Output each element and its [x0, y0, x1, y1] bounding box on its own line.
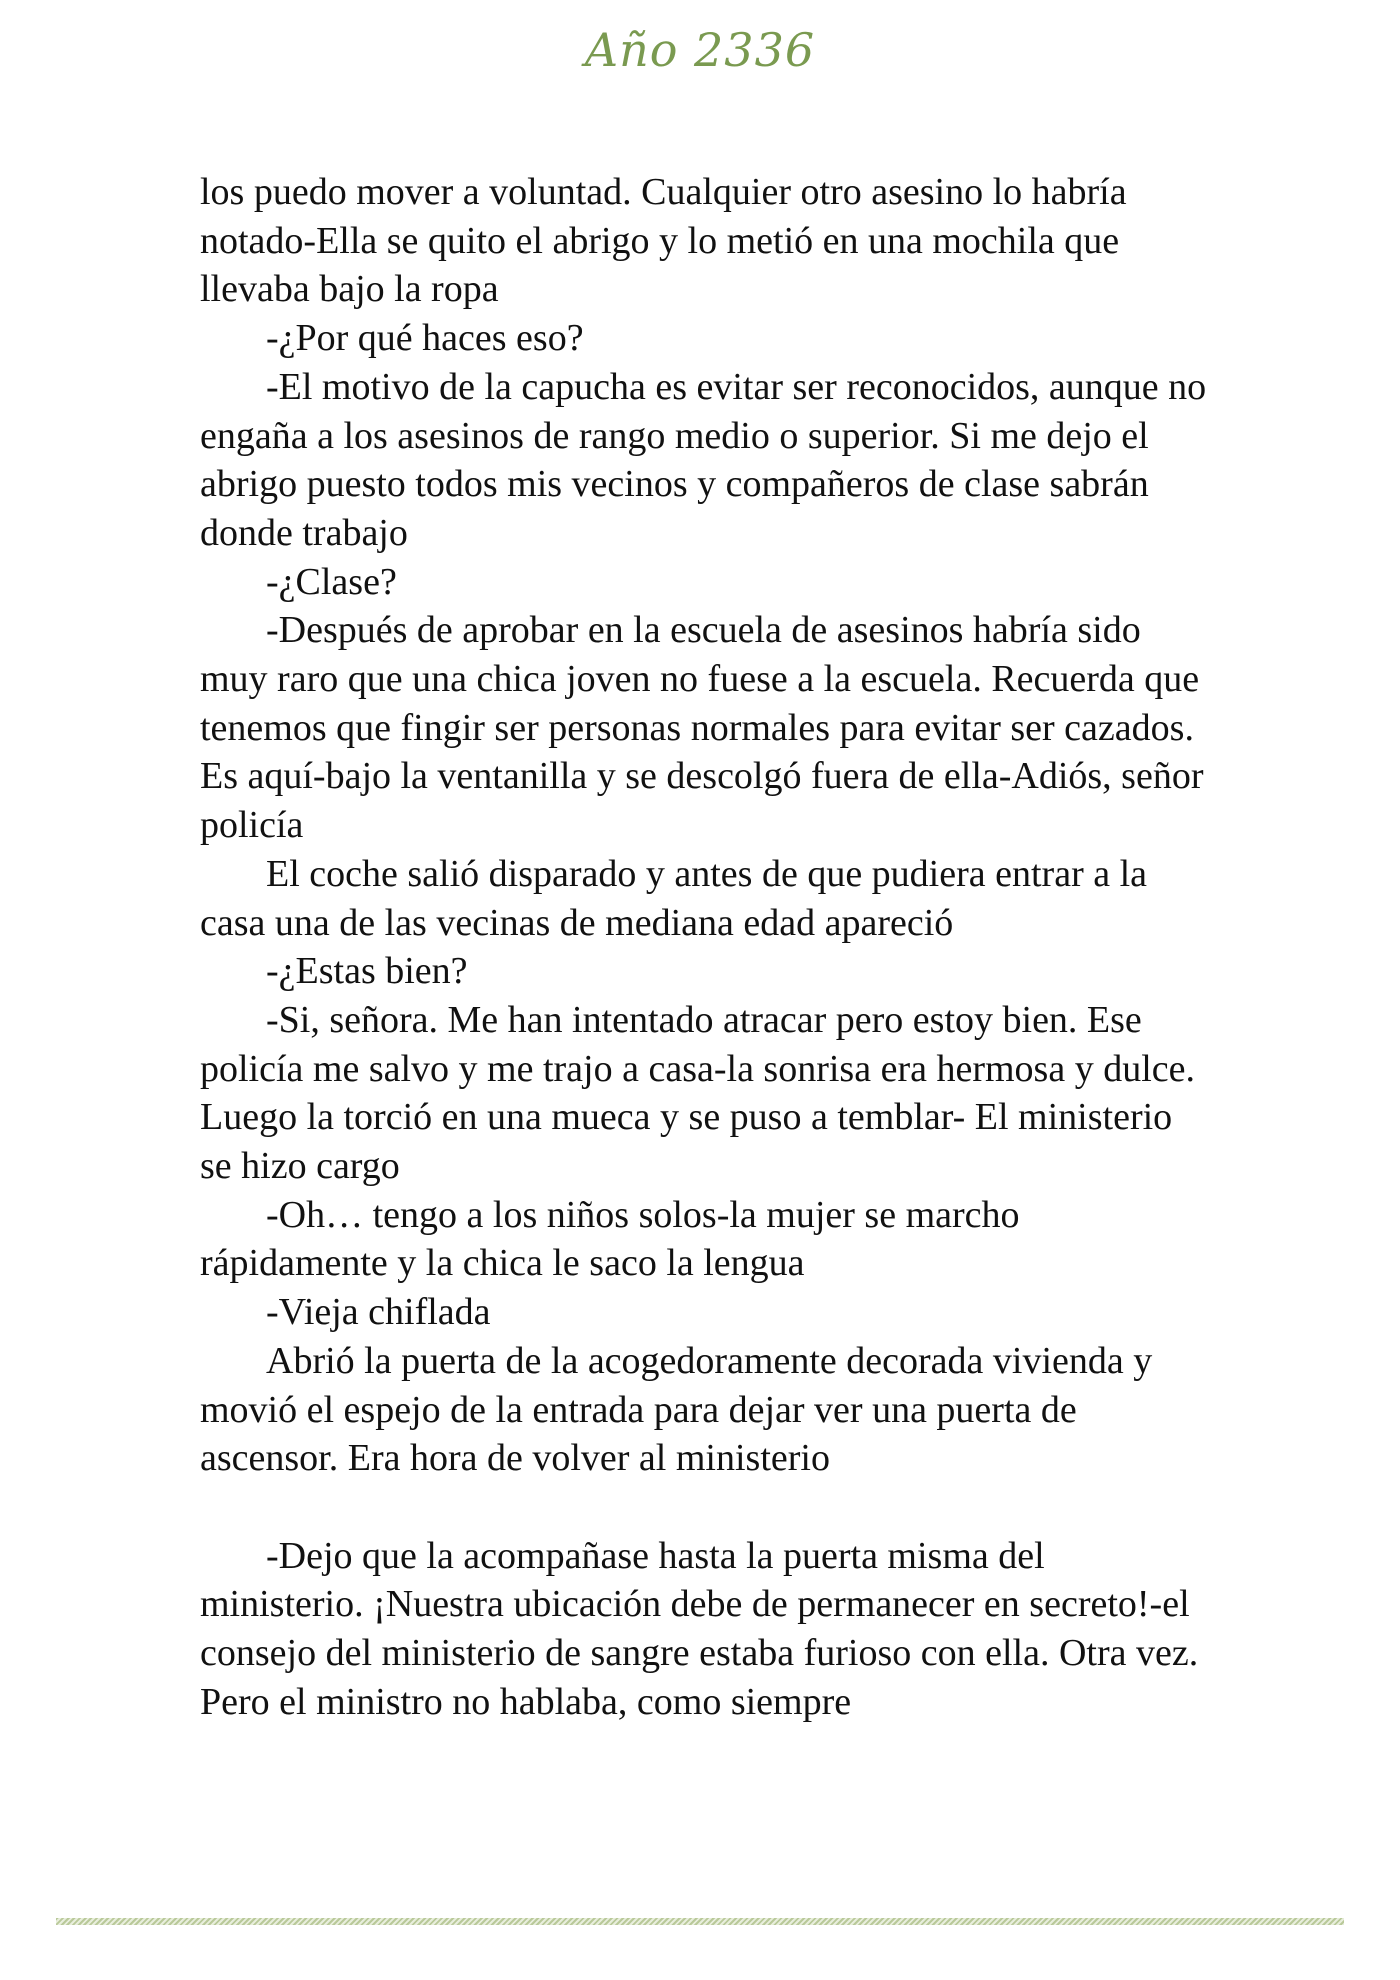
paragraph-dialogue: -Dejo que la acompañase hasta la puerta misma del ministerio. ¡Nuestra ubicación debe de permanecer en secreto!-el consejo del ministerio de sangre estaba furioso con ella. Otra vez. Pero el ministro no hablaba, como siempre: [200, 1534, 1199, 1723]
paragraph-dialogue: -El motivo de la capucha es evitar ser reconocidos, aunque no engaña a los asesinos de rango medio o superior. Si me dejo el abrigo puesto todos mis vecinos y compañeros de clase sabrán donde trabajo: [200, 365, 1207, 554]
document-body: [200, 168, 1210, 1726]
paragraph-continuation: los puedo mover a voluntad. Cualquier otro asesino lo habría notado-Ella se quito el abrigo y lo metió en una mochila que llevaba bajo la ropa: [200, 171, 1127, 311]
paragraph-dialogue: -¿Clase?: [266, 560, 397, 603]
paragraph-dialogue: -¿Estas bien?: [266, 950, 468, 993]
paragraph-dialogue: -Vieja chiflada: [266, 1291, 491, 1334]
paragraph-narration: Abrió la puerta de la acogedoramente decorada vivienda y movió el espejo de la entrada para dejar ver una puerta de ascensor. Era hora de volver al ministerio: [200, 1339, 1153, 1480]
page-header-title: Año 2336: [584, 23, 816, 77]
footer-divider: [56, 1918, 1344, 1925]
paragraph-dialogue: -Oh… tengo a los niños solos-la mujer se marcho rápidamente y la chica le saco la lengua: [200, 1193, 1020, 1285]
paragraph-dialogue: -Si, señora. Me han intentado atracar pero estoy bien. Ese policía me salvo y me trajo a casa-la sonrisa era hermosa y dulce. Luego la torció en una mueca y se puso a temblar- El ministerio se hizo cargo: [200, 998, 1195, 1188]
paragraph-dialogue: -Después de aprobar en la escuela de asesinos habría sido muy raro que una chica joven no fuese a la escuela. Recuerda que tenemos que fingir ser personas normales para evitar ser cazados. Es aquí-bajo la ventanilla y se descolgó fuera de ella-Adiós, señor policía: [200, 609, 1204, 847]
paragraph-dialogue: -¿Por qué haces eso?: [266, 317, 584, 360]
paragraph-narration: El coche salió disparado y antes de que pudiera entrar a la casa una de las vecinas de mediana edad apareció: [200, 852, 1148, 944]
